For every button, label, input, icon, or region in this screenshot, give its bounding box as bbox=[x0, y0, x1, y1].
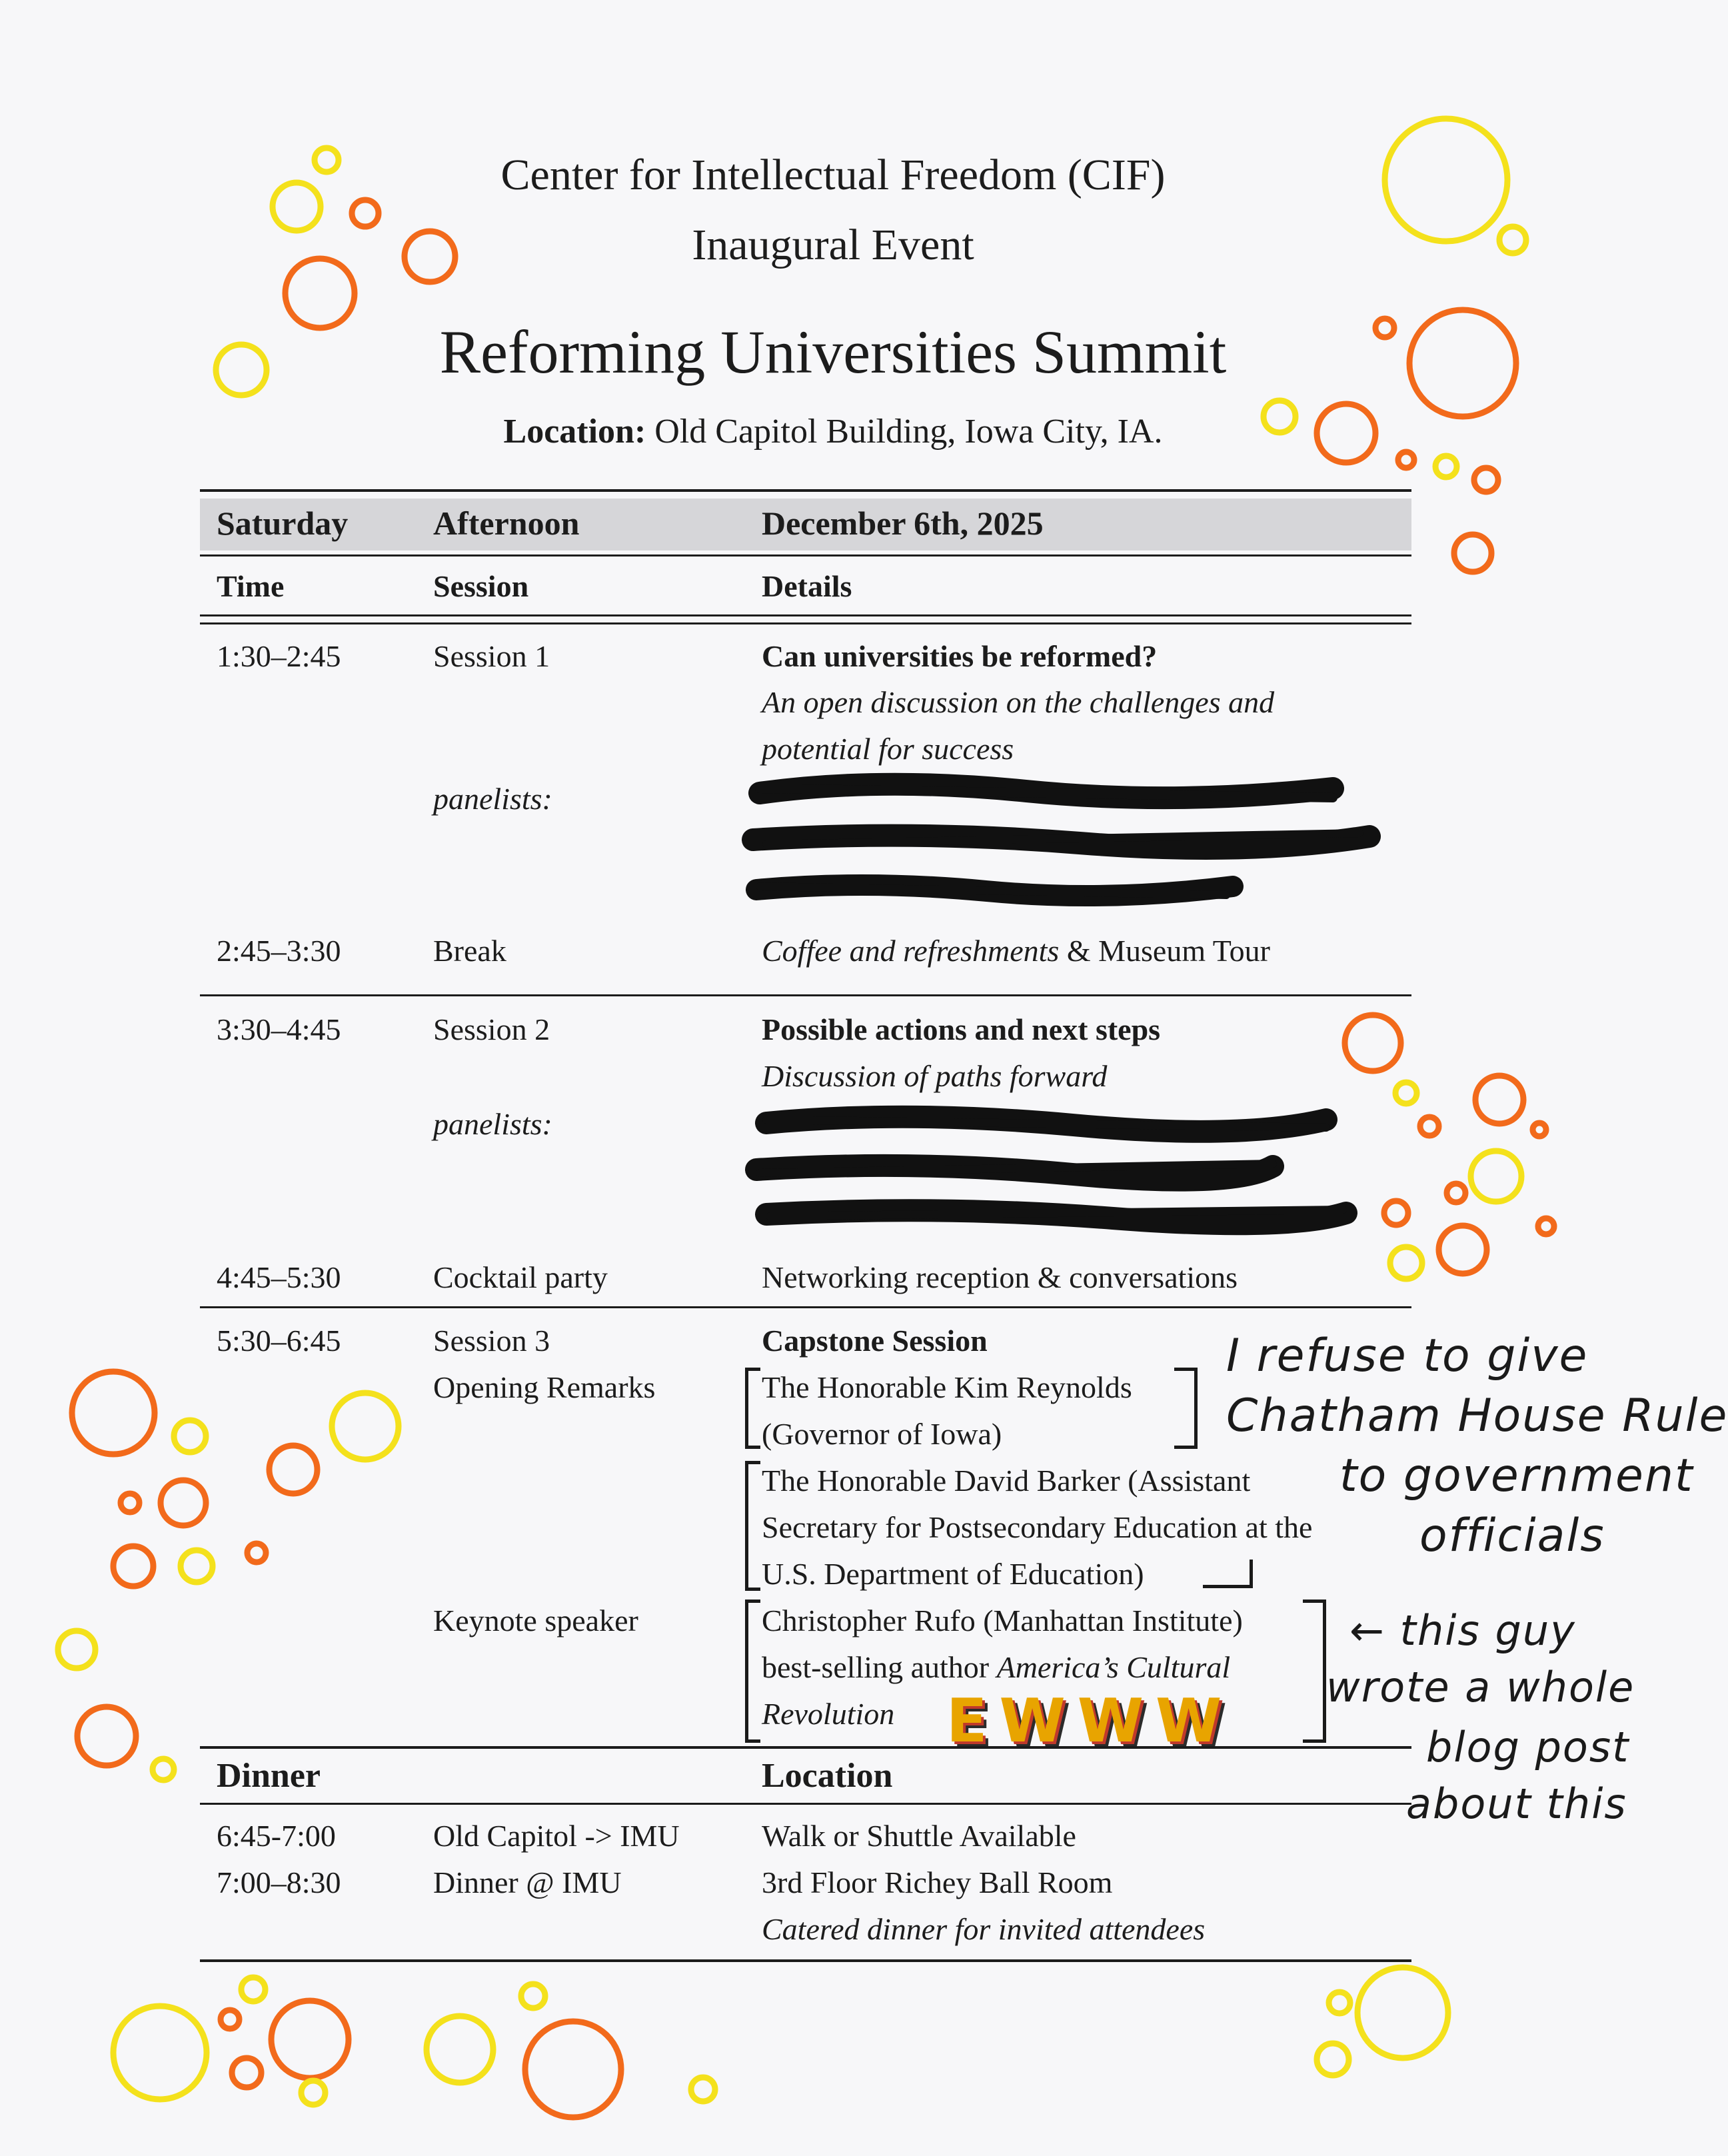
doodle-circle bbox=[1538, 1218, 1554, 1234]
doodle-circle bbox=[1357, 1967, 1448, 2058]
doodle-circle bbox=[1345, 1015, 1401, 1071]
handwritten-arrow-line1: ← this guy bbox=[1349, 1606, 1576, 1655]
handwritten-arrow-line3: blog post bbox=[1426, 1723, 1630, 1771]
location-label: Location: bbox=[503, 413, 646, 451]
s2-time: 3:30–4:45 bbox=[217, 1012, 341, 1046]
col-details-header: Details bbox=[762, 569, 852, 603]
cocktail-session: Cocktail party bbox=[433, 1260, 608, 1294]
s1-session: Session 1 bbox=[433, 639, 550, 673]
bracket-left-barker bbox=[745, 1461, 760, 1591]
divider bbox=[200, 614, 1411, 616]
doodle-circle bbox=[161, 1480, 206, 1526]
event-label: Inaugural Event bbox=[692, 221, 974, 269]
date-label: December 6th, 2025 bbox=[762, 505, 1044, 542]
divider bbox=[200, 554, 1411, 556]
redacted-panelists-1 bbox=[746, 770, 1386, 910]
bracket-right-reynolds bbox=[1174, 1368, 1198, 1449]
day-label: Saturday bbox=[217, 505, 349, 542]
ewww-annotation: EWWW bbox=[946, 1686, 1234, 1756]
divider bbox=[200, 1306, 1411, 1308]
bracket-left-reynolds bbox=[745, 1368, 760, 1449]
handwritten-arrow-line4: about this bbox=[1406, 1779, 1627, 1828]
rufo-line2 bbox=[762, 1649, 1230, 1685]
s2-session: Session 2 bbox=[433, 1012, 550, 1046]
doodle-circle bbox=[58, 1631, 95, 1668]
doodle-circle bbox=[241, 1977, 265, 2001]
doodle-circle bbox=[1447, 1184, 1465, 1202]
reynolds-line2: (Governor of Iowa) bbox=[762, 1417, 1002, 1451]
doodle-circle bbox=[1435, 456, 1457, 477]
bracket-right-barker bbox=[1203, 1560, 1253, 1588]
handwritten-note-line3: to government bbox=[1339, 1450, 1694, 1502]
doodle-circle bbox=[181, 1550, 213, 1582]
opening-remarks-label: Opening Remarks bbox=[433, 1370, 656, 1404]
doodle-circle bbox=[1384, 1201, 1408, 1225]
location-heading: Location bbox=[762, 1757, 893, 1795]
s1-time: 1:30–2:45 bbox=[217, 639, 341, 673]
barker-line1: The Honorable David Barker (Assistant bbox=[762, 1464, 1251, 1498]
cocktail-time: 4:45–5:30 bbox=[217, 1260, 341, 1294]
doodle-circle bbox=[153, 1759, 174, 1780]
dinner-r2-detail: 3rd Floor Richey Ball Room bbox=[762, 1865, 1113, 1899]
location-line bbox=[0, 412, 1666, 451]
break-detail bbox=[762, 933, 1270, 968]
s2-desc: Discussion of paths forward bbox=[762, 1059, 1108, 1093]
dinner-heading: Dinner bbox=[217, 1757, 321, 1795]
doodle-circle bbox=[271, 2001, 349, 2078]
doodle-circle bbox=[1475, 1076, 1523, 1124]
doodle-circle bbox=[1329, 1992, 1350, 2013]
doodle-circle bbox=[1390, 1247, 1422, 1279]
keynote-label: Keynote speaker bbox=[433, 1604, 638, 1637]
dinner-r1-what: Old Capitol -> IMU bbox=[433, 1819, 680, 1853]
rufo-line3: Revolution bbox=[762, 1697, 895, 1731]
handwritten-arrow-line2: wrote a whole bbox=[1326, 1663, 1635, 1711]
doodle-circle bbox=[1420, 1117, 1439, 1136]
col-session-header: Session bbox=[433, 569, 529, 603]
s1-title: Can universities be reformed? bbox=[762, 639, 1158, 673]
reynolds-line1: The Honorable Kim Reynolds bbox=[762, 1370, 1132, 1404]
redacted-panelists-2 bbox=[740, 1100, 1359, 1233]
s2-panelists-label: panelists: bbox=[433, 1107, 552, 1141]
barker-line3: U.S. Department of Education) bbox=[762, 1557, 1144, 1591]
doodle-circle bbox=[1474, 468, 1498, 492]
barker-line2: Secretary for Postsecondary Education at the bbox=[762, 1510, 1313, 1544]
doodle-circle bbox=[247, 1544, 266, 1562]
doodle-circle bbox=[113, 2006, 207, 2099]
rufo-book-title: America’s Cultural bbox=[996, 1650, 1231, 1684]
divider bbox=[200, 622, 1411, 624]
break-detail-italic: Coffee and refreshments bbox=[762, 934, 1060, 968]
handwritten-note-line2: Chatham House Rule bbox=[1226, 1390, 1728, 1442]
org-name: Center for Intellectual Freedom (CIF) bbox=[500, 151, 1166, 199]
doodle-circle bbox=[691, 2077, 715, 2101]
doodle-circle bbox=[301, 2081, 325, 2105]
doodle-circle bbox=[269, 1446, 317, 1494]
doodle-circle bbox=[521, 1984, 545, 2008]
doodle-circle bbox=[232, 2058, 261, 2087]
s3-title: Capstone Session bbox=[762, 1324, 988, 1358]
page-title: Reforming Universities Summit bbox=[439, 318, 1227, 386]
dinner-r2-note: Catered dinner for invited attendees bbox=[762, 1912, 1206, 1946]
s1-panelists-label: panelists: bbox=[433, 782, 552, 816]
doodle-circle bbox=[1398, 452, 1414, 468]
doodle-circle bbox=[1454, 535, 1491, 572]
s1-desc-line1: An open discussion on the challenges and bbox=[762, 685, 1275, 719]
part-label: Afternoon bbox=[433, 505, 580, 542]
doodle-circle bbox=[221, 2010, 239, 2029]
doodle-circle bbox=[113, 1546, 153, 1586]
divider bbox=[200, 994, 1411, 996]
doodle-circle bbox=[1439, 1226, 1487, 1274]
dinner-r2-what: Dinner @ IMU bbox=[433, 1865, 622, 1899]
handwritten-note-line1: I refuse to give bbox=[1226, 1330, 1589, 1382]
doodle-circle bbox=[1395, 1082, 1417, 1104]
break-detail-rest: & Museum Tour bbox=[1059, 934, 1270, 968]
dinner-r2-time: 7:00–8:30 bbox=[217, 1865, 341, 1899]
break-time: 2:45–3:30 bbox=[217, 934, 341, 968]
dinner-r1-detail: Walk or Shuttle Available bbox=[762, 1819, 1076, 1853]
doodle-circle bbox=[525, 2021, 621, 2117]
cocktail-detail: Networking reception & conversations bbox=[762, 1260, 1238, 1294]
s1-desc-line2: potential for success bbox=[762, 732, 1014, 766]
doodle-circle bbox=[72, 1372, 155, 1454]
doodle-circle bbox=[427, 2016, 493, 2083]
bracket-right-rufo bbox=[1303, 1600, 1326, 1743]
rufo-line2-plain: best-selling author bbox=[762, 1650, 997, 1684]
doodle-circle bbox=[1533, 1123, 1546, 1136]
location-value: Old Capitol Building, Iowa City, IA. bbox=[654, 413, 1163, 451]
dinner-r1-time: 6:45-7:00 bbox=[217, 1819, 336, 1853]
s3-session: Session 3 bbox=[433, 1324, 550, 1358]
doodle-circle bbox=[77, 1707, 136, 1765]
s2-title: Possible actions and next steps bbox=[762, 1012, 1161, 1046]
doodle-circle bbox=[1317, 2043, 1349, 2075]
bracket-left-rufo bbox=[745, 1600, 760, 1743]
break-session: Break bbox=[433, 934, 506, 968]
doodle-circle bbox=[332, 1393, 399, 1460]
divider bbox=[200, 1746, 1411, 1749]
rufo-line1: Christopher Rufo (Manhattan Institute) bbox=[762, 1604, 1243, 1637]
divider bbox=[200, 1959, 1411, 1962]
doodle-circle bbox=[1471, 1151, 1521, 1202]
doodle-circle bbox=[121, 1494, 139, 1512]
col-time-header: Time bbox=[217, 569, 285, 603]
divider bbox=[200, 1803, 1411, 1805]
doodle-circle bbox=[174, 1420, 206, 1452]
s3-time: 5:30–6:45 bbox=[217, 1324, 341, 1358]
divider bbox=[200, 489, 1411, 492]
handwritten-note-line4: officials bbox=[1419, 1510, 1605, 1562]
